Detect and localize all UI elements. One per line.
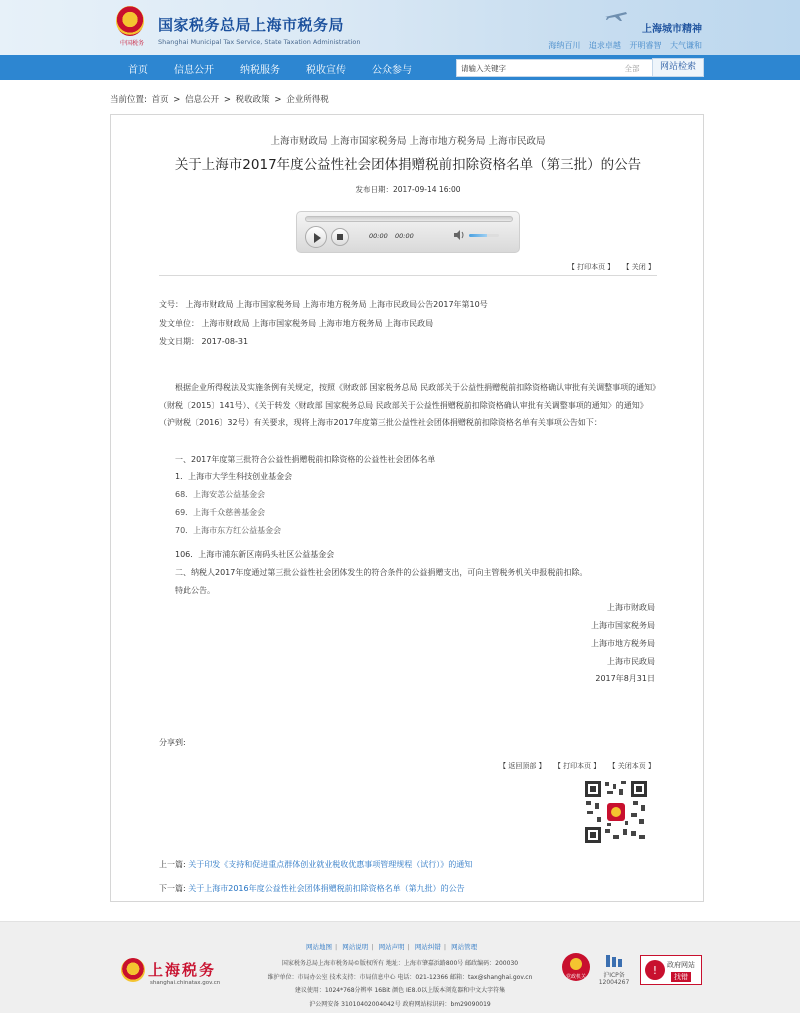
footer-maintenance: 维护单位：市局办公室 技术支持：市局信息中心 电话：021-12366 邮箱：tax@shanghai.gov.cn xyxy=(267,974,533,981)
top-ops xyxy=(562,262,655,272)
breadcrumb-info[interactable]: 信息公开 xyxy=(185,95,220,105)
list-item: 70．上海市东方红公益基金会 xyxy=(175,526,282,535)
svg-text:!: ! xyxy=(652,964,658,977)
separator: | xyxy=(371,943,374,951)
signature-line: 上海市地方税务局 xyxy=(591,639,655,648)
list-item: 69．上海千众慈善基金会 xyxy=(175,508,266,517)
back-to-top-link[interactable]: 【 返回顶部 】 xyxy=(499,762,546,770)
section-two: 二、纳税人2017年度通过第三批公益性社会团体发生的符合条件的公益捐赠支出，可向主管税务机关申报税前扣除。 xyxy=(175,568,588,577)
footer-logo-text: 上海税务 xyxy=(148,961,217,979)
article-container xyxy=(110,114,704,902)
site-title[interactable]: 国家税务总局上海市税务局 xyxy=(158,16,345,34)
badge-label: 党政机关 xyxy=(565,974,587,980)
emblem-caption: 中国税务 xyxy=(119,40,144,47)
shanghai-tax-logo-icon xyxy=(121,958,145,982)
footer-link-sitemap[interactable]: 网站地图 xyxy=(306,943,332,951)
breadcrumb xyxy=(110,93,331,105)
next-article-link[interactable]: 关于上海市2016年度公益性社会团体捐赠税前扣除资格名单（第九批）的公告 xyxy=(188,884,465,893)
stop-icon[interactable] xyxy=(331,228,349,246)
breadcrumb-sep: > xyxy=(274,95,282,105)
icp-text: 沪ICP备12004267 xyxy=(598,972,630,986)
icp-record[interactable] xyxy=(596,954,632,986)
footer-link-about[interactable]: 网站说明 xyxy=(342,943,369,951)
audio-total-time: 00:00 xyxy=(395,232,414,240)
city-spirit-title: 上海城市精神 xyxy=(642,24,702,35)
qr-code-icon xyxy=(583,779,649,845)
footer-recommendation: 建议使用：1024*768分辨率 16Bit 颜色 IE8.0以上版本浏览器和中文大字符集 xyxy=(294,987,506,994)
icp-icon xyxy=(604,954,624,968)
signature-line: 上海市国家税务局 xyxy=(591,621,655,630)
audio-current-time: 00:00 xyxy=(369,232,388,240)
motto-2: 追求卓越 xyxy=(588,41,621,50)
footer-link-admin[interactable]: 网站管理 xyxy=(451,943,478,951)
site-header xyxy=(0,0,800,55)
signature-date: 2017年8月31日 xyxy=(595,674,655,683)
nav-info-disclosure[interactable]: 信息公开 xyxy=(174,65,214,76)
site-subtitle: Shanghai Municipal Tax Service, State Taxation Administration xyxy=(158,38,361,46)
motto-3: 开明睿智 xyxy=(629,41,662,50)
city-spirit-mottos xyxy=(542,40,702,51)
nav-public-participation[interactable]: 公众参与 xyxy=(372,65,412,76)
search-input[interactable] xyxy=(461,62,601,75)
list-item-last: 106．上海市浦东新区南码头社区公益基金会 xyxy=(175,550,335,559)
breadcrumb-sep: > xyxy=(223,95,231,105)
signature-line: 上海市财政局 xyxy=(607,603,655,612)
next-label: 下一篇: xyxy=(159,884,186,893)
separator: | xyxy=(443,943,447,951)
gov-website-error-badge[interactable] xyxy=(640,955,702,985)
breadcrumb-label: 当前位置: xyxy=(110,95,147,105)
footer-logo-url: shanghai.chinatax.gov.cn xyxy=(150,980,221,986)
audio-progress-bar[interactable] xyxy=(305,216,513,222)
main-nav xyxy=(0,55,800,80)
issue-date: 发文日期： 2017-08-31 xyxy=(159,337,249,346)
motto-4: 大气谦和 xyxy=(670,41,702,50)
prev-label: 上一篇: xyxy=(159,860,186,869)
error-report-icon xyxy=(644,959,666,981)
publish-date: 发布日期：2017-09-14 16:00 xyxy=(355,185,461,194)
nav-inner xyxy=(110,55,704,80)
print-page-link[interactable]: 【 打印本页 】 xyxy=(567,263,615,271)
gov-badge-title: 政府网站 xyxy=(667,961,695,969)
search-scope-select[interactable]: 全部 xyxy=(624,64,640,73)
divider xyxy=(159,275,657,276)
list-item: 1．上海市大学生科技创业基金会 xyxy=(175,472,293,481)
section-one-heading: 一、2017年度第三批符合公益性捐赠税前扣除资格的公益性社会团体名单 xyxy=(175,455,436,464)
footer-record: 沪公网安备 31010402004042号 政府网站标识码：bm29090019 xyxy=(309,1001,491,1008)
footer-copyright: 国家税务总局上海市税务局©版权所有 地址：上海市肇嘉浜路800号 邮政编码：200030 xyxy=(281,960,519,967)
breadcrumb-policy[interactable]: 税收政策 xyxy=(235,95,270,105)
volume-icon[interactable] xyxy=(453,230,465,240)
audio-player xyxy=(296,211,520,253)
breadcrumb-home[interactable]: 首页 xyxy=(151,95,169,105)
separator: | xyxy=(335,943,338,951)
issuing-unit: 发文单位： 上海市财政局 上海市国家税务局 上海市地方税务局 上海市民政局 xyxy=(159,319,434,328)
volume-slider[interactable] xyxy=(469,234,499,237)
site-footer xyxy=(0,921,800,1013)
header-inner xyxy=(110,0,704,55)
intro-paragraph: 根据企业所得税法及实施条例有关规定，按照《财政部 国家税务总局 民政部关于公益性捐赠税前扣除资格确认审批有关调整事项的通知》（财税〔2015〕141号）、《关于转发〈财政部 国家税务总局 民政部关于公益性捐赠税前扣除资格确认审批有关调整事项的通知〉的通知》（沪财税〔2016〕32号）有关要求，现将上海市2017年度第三批公益性社会团体捐赠税前扣除资格名单有关事项公告如下： xyxy=(159,383,657,427)
gov-badge-action: 找错 xyxy=(671,972,691,982)
doc-number: 文号： 上海市财政局 上海市国家税务局 上海市地方税务局 上海市民政局公告2017年第10号 xyxy=(159,300,488,309)
close-link[interactable]: 【 关闭 】 xyxy=(622,263,655,271)
next-article xyxy=(159,883,465,894)
nav-tax-publicity[interactable]: 税收宣传 xyxy=(306,65,346,76)
list-item: 68．上海安恙公益基金会 xyxy=(175,490,266,499)
breadcrumb-sep: > xyxy=(173,95,181,105)
search-box xyxy=(456,59,680,77)
nav-tax-service[interactable]: 纳税服务 xyxy=(240,65,280,76)
party-gov-badge-icon[interactable] xyxy=(561,952,591,982)
bottom-ops xyxy=(493,761,655,771)
footer-link-statement[interactable]: 网站声明 xyxy=(378,943,405,951)
motto-1: 海纳百川 xyxy=(548,41,581,50)
article-issuers: 上海市财政局 上海市国家税务局 上海市地方税务局 上海市民政局 xyxy=(270,136,546,147)
footer-link-errata[interactable]: 网站纠错 xyxy=(414,943,441,951)
signature-line: 上海市民政局 xyxy=(607,657,655,666)
tax-emblem-icon[interactable] xyxy=(116,6,144,36)
breadcrumb-current[interactable]: 企业所得税 xyxy=(286,95,329,105)
close-page-link[interactable]: 【 关闭本页 】 xyxy=(608,762,655,770)
prev-article-link[interactable]: 关于印发《支持和促进重点群体创业就业税收优惠事项管理规程（试行）》的通知 xyxy=(188,860,473,869)
search-button[interactable]: 网站检索 xyxy=(652,58,704,77)
play-icon[interactable] xyxy=(305,226,327,248)
article-title: 关于上海市2017年度公益性社会团体捐赠税前扣除资格名单（第三批）的公告 xyxy=(174,157,642,173)
separator: | xyxy=(407,943,410,951)
prev-article xyxy=(159,859,472,870)
closing-text: 特此公告。 xyxy=(175,586,215,595)
share-label: 分享到: xyxy=(159,738,186,747)
print-page-link[interactable]: 【 打印本页 】 xyxy=(553,762,601,770)
airplane-icon xyxy=(604,8,628,22)
footer-links xyxy=(306,942,477,951)
nav-home[interactable]: 首页 xyxy=(128,65,148,76)
